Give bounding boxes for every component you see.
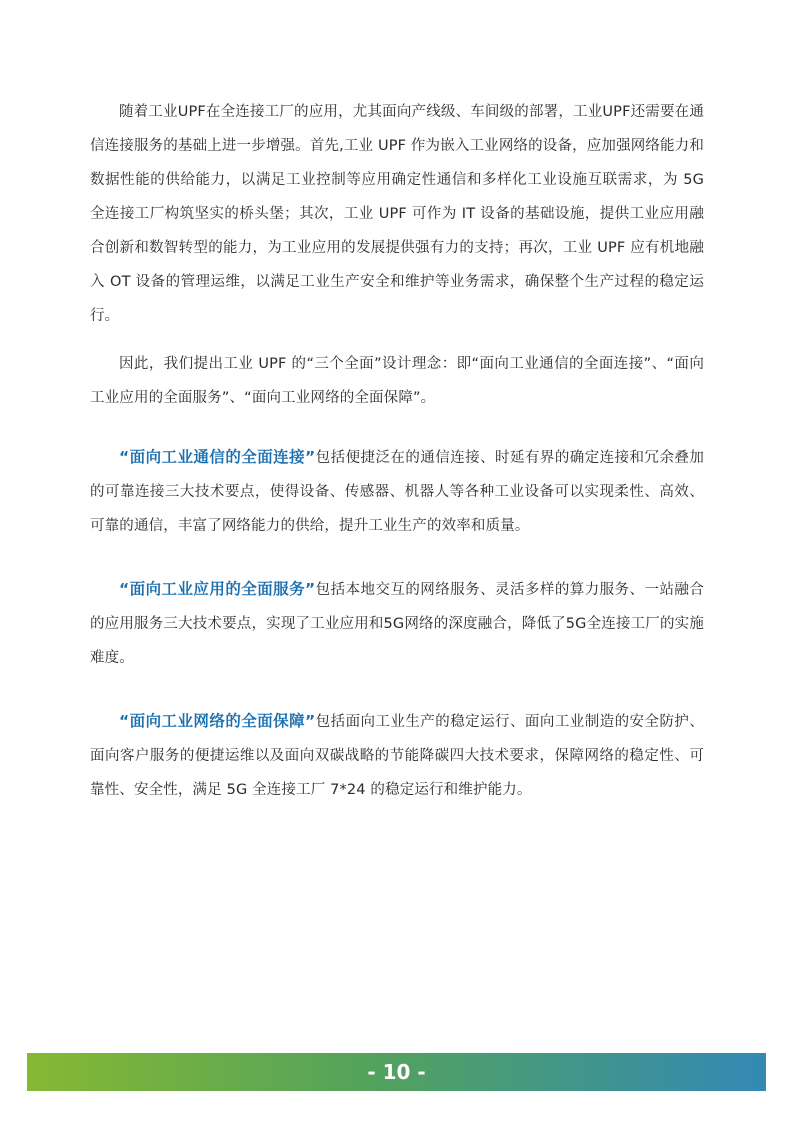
paragraph-text: 包括本地交互的网络服务、灵活多样的算力服务、一站融合的应用服务三大技术要点，实现了工业应用和5G网络的深度融合，降低了5G全连接工厂的实施难度。 [90, 582, 704, 666]
paragraph-text: 包括便捷泛在的通信连接、时延有界的确定连接和冗余叠加的可靠连接三大技术要点，使得设备、传感器、机器人等各种工业设备可以实现柔性、高效、可靠的通信，丰富了网络能力的供给，提升工业生产的效率和质量。 [90, 450, 704, 534]
paragraph-text: 随着工业UPF在全连接工厂的应用，尤其面向产线级、车间级的部署，工业UPF还需要在通信连接服务的基础上进一步增强。首先,工业 UPF 作为嵌入工业网络的设备，应加强网络能力和数据性能的供给能力，以满足工业控制等应用确定性通信和多样化工业设施互联需求，为 5G 全连接工厂构筑坚实的桥头堡；其次，工业 UPF 可作为 IT 设备的基础设施，提供工业应用融合创新和数智转型的能力，为工业应用的发展提供强有力的支持；再次，工业 UPF 应有机地融入 OT 设备的管理运维，以满足工业生产安全和维护等业务需求，确保整个生产过程的稳定运行。 [90, 104, 704, 324]
paragraph-full-guarantee [90, 704, 704, 807]
paragraph-text: 包括面向工业生产的稳定运行、面向工业制造的安全防护、面向客户服务的便捷运维以及面向双碳战略的节能降碳四大技术要求，保障网络的稳定性、可靠性、安全性，满足 5G 全连接工厂 7*24 的稳定运行和维护能力。 [90, 714, 704, 798]
paragraph-design-concept [90, 347, 704, 415]
paragraph-full-connection [90, 440, 704, 543]
highlight-heading: “面向工业通信的全面连接” [119, 448, 316, 466]
document-body [90, 95, 704, 807]
highlight-heading: “面向工业应用的全面服务” [119, 580, 316, 598]
page-number: - 10 - [367, 1060, 426, 1084]
paragraph-text: 因此，我们提出工业 UPF 的“三个全面”设计理念：即“面向工业通信的全面连接”、“面向工业应用的全面服务”、“面向工业网络的全面保障”。 [90, 356, 704, 406]
page-footer-bar [27, 1053, 766, 1091]
paragraph-upf-enhancement [90, 95, 704, 333]
paragraph-full-service [90, 572, 704, 675]
highlight-heading: “面向工业网络的全面保障” [119, 712, 316, 730]
